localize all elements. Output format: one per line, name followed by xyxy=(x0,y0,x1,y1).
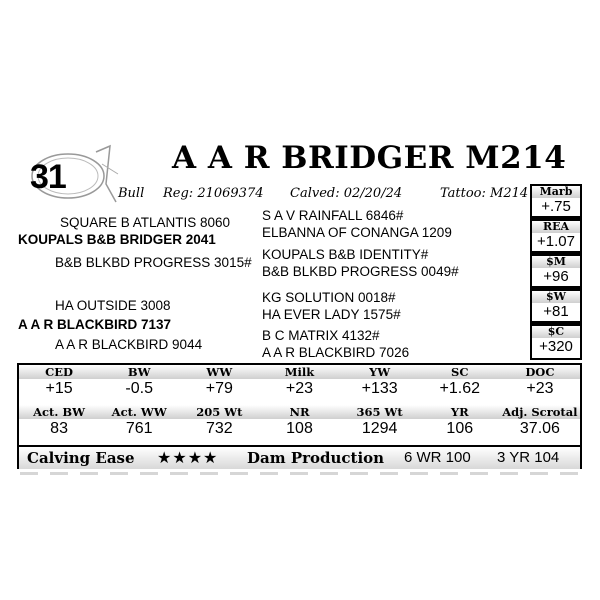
epd-yw xyxy=(340,365,420,399)
sex-label: Bull xyxy=(118,186,145,201)
actual-ww xyxy=(99,405,179,439)
lot-number: 31 xyxy=(30,158,66,196)
actual-205-wt xyxy=(179,405,259,439)
stat-label: $W xyxy=(532,291,580,303)
dam-production-yr: 3 YR 104 xyxy=(497,449,560,466)
actual-adj-scrotal xyxy=(500,405,580,439)
actual-label: 365 Wt xyxy=(340,405,420,419)
stat-value: +320 xyxy=(539,338,573,355)
sire-sire-dam: ELBANNA OF CONANGA 1209 xyxy=(262,225,452,240)
actual-bw xyxy=(19,405,99,439)
sire-dam: B&B BLKBD PROGRESS 3015# xyxy=(55,255,252,270)
stat-value: +81 xyxy=(543,303,569,320)
epd-sc xyxy=(420,365,500,399)
marbling-stat xyxy=(532,186,580,216)
calving-ease-stars-icon: ★★★★ xyxy=(157,448,219,467)
stat-label: REA xyxy=(532,221,580,233)
epd-ww xyxy=(179,365,259,399)
epd-label: Milk xyxy=(259,365,339,379)
dollar-c-stat xyxy=(532,326,580,358)
stat-label: $M xyxy=(532,256,580,268)
actual-nr xyxy=(259,405,339,439)
animal-name: A A R BRIDGER M214 xyxy=(172,140,567,176)
stat-label: Marb xyxy=(532,186,580,198)
dam-sire-sire: KG SOLUTION 0018# xyxy=(262,290,396,305)
epd-table xyxy=(17,363,582,469)
actual-value: 106 xyxy=(446,420,474,437)
calving-dam-row xyxy=(19,445,580,469)
epd-value: +133 xyxy=(361,380,398,397)
actual-label: Adj. Scrotal xyxy=(500,405,580,419)
epd-label: CED xyxy=(19,365,99,379)
actual-365-wt xyxy=(340,405,420,439)
carcass-epd-column xyxy=(530,184,582,360)
faded-divider xyxy=(20,472,580,475)
actual-label: Act. BW xyxy=(19,405,99,419)
epd-value: +23 xyxy=(526,380,554,397)
actuals-row xyxy=(19,405,580,439)
actual-yr xyxy=(420,405,500,439)
actual-label: Act. WW xyxy=(99,405,179,419)
dollar-w-stat xyxy=(532,291,580,321)
rea-stat xyxy=(532,221,580,251)
epd-doc xyxy=(500,365,580,399)
dam-sire: HA OUTSIDE 3008 xyxy=(55,298,171,313)
dam-dam-sire: B C MATRIX 4132# xyxy=(262,328,380,343)
dollar-m-stat xyxy=(532,256,580,286)
epd-label: WW xyxy=(179,365,259,379)
epd-label: DOC xyxy=(500,365,580,379)
actual-value: 37.06 xyxy=(519,420,560,437)
sire-dam-dam: B&B BLKBD PROGRESS 0049# xyxy=(262,264,459,279)
registration-number: Reg: 21069374 xyxy=(163,186,264,201)
sire-sire-sire: S A V RAINFALL 6846# xyxy=(262,208,404,223)
actual-value: 1294 xyxy=(361,420,398,437)
stat-value: +96 xyxy=(543,268,569,285)
sire-sire: SQUARE B ATLANTIS 8060 xyxy=(60,215,231,230)
stat-value: +1.07 xyxy=(537,233,575,250)
dam-sire-dam: HA EVER LADY 1575# xyxy=(262,307,401,322)
actual-value: 732 xyxy=(206,420,233,437)
stat-value: +.75 xyxy=(541,198,571,215)
epd-milk xyxy=(259,365,339,399)
epd-value: +23 xyxy=(285,380,314,397)
calved-date: Calved: 02/20/24 xyxy=(290,186,403,201)
actual-value: 761 xyxy=(125,420,153,437)
actual-value: 83 xyxy=(50,420,68,437)
stat-label: $C xyxy=(532,326,580,338)
actual-label: NR xyxy=(259,405,339,419)
actual-value: 108 xyxy=(286,420,313,437)
actual-label: 205 Wt xyxy=(179,405,259,419)
dam: A A R BLACKBIRD 7137 xyxy=(18,317,172,332)
epd-value: +15 xyxy=(45,380,73,397)
dam-production-wr: 6 WR 100 xyxy=(404,449,471,466)
epd-value: -0.5 xyxy=(125,380,153,397)
epd-label: SC xyxy=(420,365,500,379)
tattoo: Tattoo: M214 xyxy=(440,186,529,201)
calving-ease-label: Calving Ease xyxy=(27,449,135,467)
epd-value: +1.62 xyxy=(439,380,481,397)
dam-dam: A A R BLACKBIRD 9044 xyxy=(55,337,203,352)
epd-bw xyxy=(99,365,179,399)
epd-label: YW xyxy=(340,365,420,379)
sire: KOUPALS B&B BRIDGER 2041 xyxy=(18,232,216,247)
dam-production-label: Dam Production xyxy=(247,449,385,467)
epd-row xyxy=(19,365,580,399)
actual-label: YR xyxy=(420,405,500,419)
epd-ced xyxy=(19,365,99,399)
dam-dam-dam: A A R BLACKBIRD 7026 xyxy=(262,345,410,360)
epd-value: +79 xyxy=(205,380,233,397)
epd-label: BW xyxy=(99,365,179,379)
sire-dam-sire: KOUPALS B&B IDENTITY# xyxy=(262,247,429,262)
